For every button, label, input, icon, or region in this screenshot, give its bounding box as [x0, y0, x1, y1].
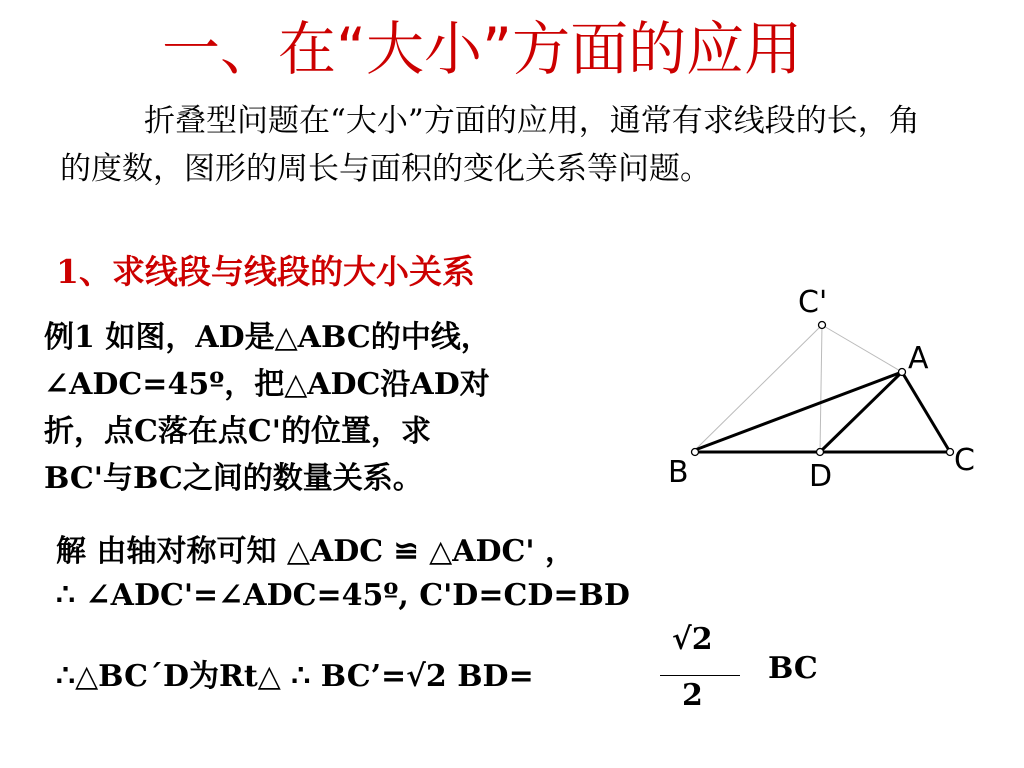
triangle-diagram: [640, 280, 980, 510]
intro-paragraph: 折叠型问题在“大小”方面的应用，通常有求线段的长，角的度数，图形的周长与面积的变化关系等问题。: [60, 103, 920, 187]
point-d: [817, 449, 824, 456]
example-line: 折，点C落在点C'的位置，求: [44, 414, 431, 449]
point-c-prime: [819, 322, 826, 329]
label-b: B: [668, 455, 689, 490]
solution-line-2: ∴ ∠ADC'=∠ADC=45º, C'D=CD=BD: [56, 578, 630, 613]
example-line: 例1 如图，AD是△ABC的中线，: [44, 320, 491, 355]
point-c: [947, 449, 954, 456]
solution-line-3: ∴△BC´D为Rt△ ∴ BC’=√2 BD=: [56, 659, 534, 694]
label-d: D: [809, 459, 833, 494]
aux-line-b-cprime: [695, 325, 822, 450]
example-line: ∠ADC=45º，把△ADC沿AD对: [44, 367, 490, 402]
fraction-numerator: √2: [672, 622, 713, 657]
label-a: A: [908, 341, 929, 376]
segment-ba: [695, 372, 902, 450]
fraction-denominator: 2: [682, 678, 703, 713]
section-subtitle: 1、求线段与线段的大小关系: [56, 252, 475, 291]
point-a: [899, 369, 906, 376]
fraction-bar: [660, 675, 740, 676]
example-problem: [44, 314, 491, 502]
segment-ac: [902, 372, 950, 452]
aux-line-cprime-a: [822, 325, 902, 372]
point-b: [692, 449, 699, 456]
aux-line-cprime-d: [820, 325, 822, 452]
slide-title: 一、在“大小”方面的应用: [162, 15, 803, 83]
label-c-prime: C': [798, 285, 828, 320]
example-line: BC'与BC之间的数量关系。: [44, 461, 423, 496]
fraction-tail: BC: [768, 651, 818, 686]
solution-line-1: 解 由轴对称可知 △ADC ≌ △ADC' ，: [56, 534, 576, 569]
segment-ad: [820, 372, 902, 452]
label-c: C: [954, 443, 975, 478]
